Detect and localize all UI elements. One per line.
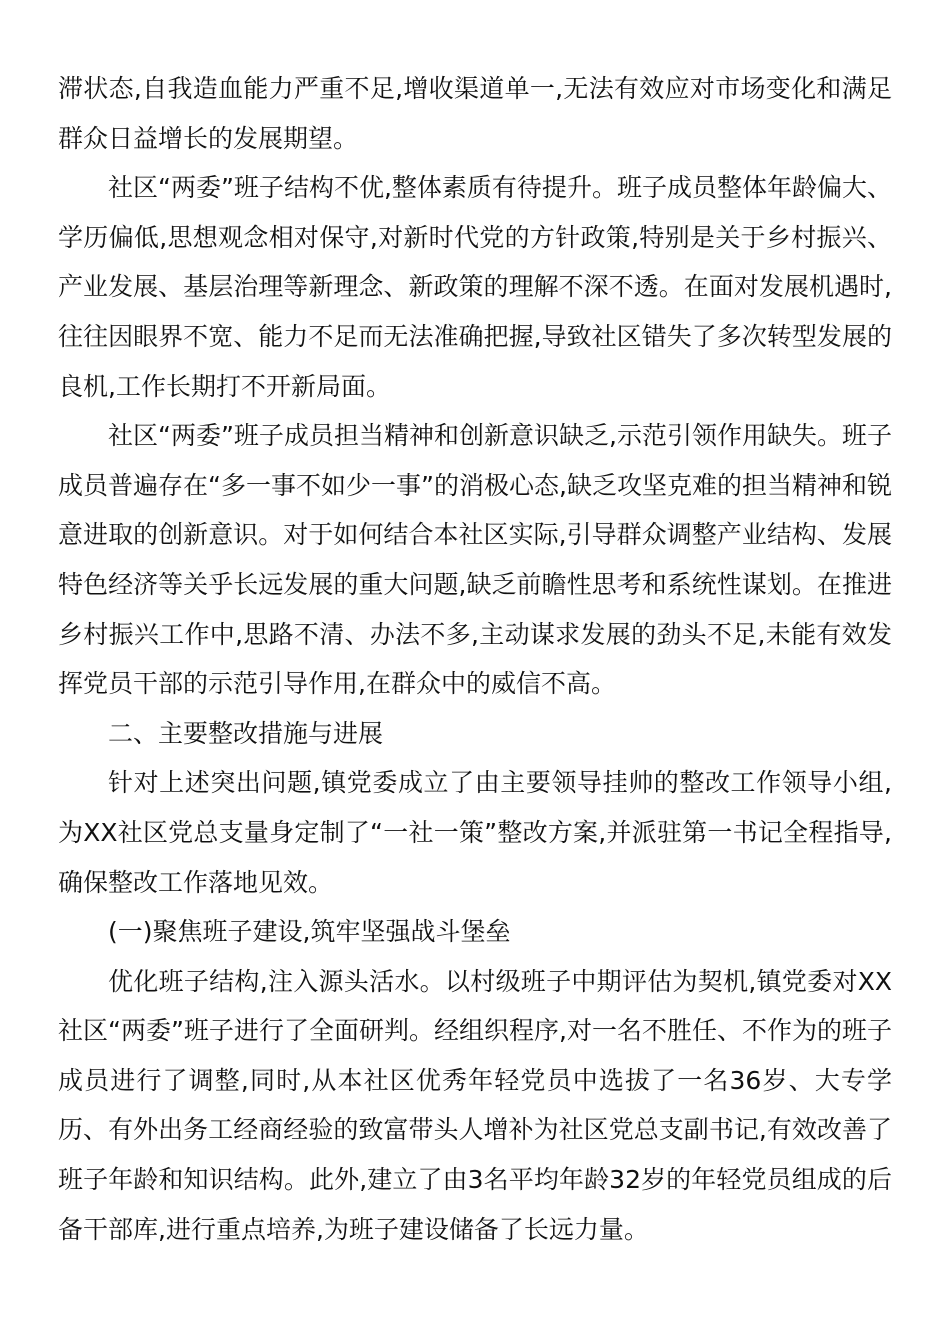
paragraph-rectification-intro: 针对上述突出问题,镇党委成立了由主要领导挂帅的整改工作领导小组,为XX社区党总支量身定制了“一社一策”整改方案,并派驻第一书记全程指导,确保整改工作落地见效。: [58, 768, 892, 897]
paragraph-team-structure: 社区“两委”班子结构不优,整体素质有待提升。班子成员整体年龄偏大、学历偏低,思想观念相对保守,对新时代党的方针政策,特别是关于乡村振兴、产业发展、基层治理等新理念、新政策的理解不深不透。在面对发展机遇时,往往因眼界不宽、能力不足而无法准确把握,导致社区错失了多次转型发展的良机,工作长期打不开新局面。: [58, 173, 892, 401]
paragraph-optimize-structure: 优化班子结构,注入源头活水。以村级班子中期评估为契机,镇党委对XX社区“两委”班子进行了全面研判。经组织程序,对一名不胜任、不作为的班子成员进行了调整,同时,从本社区优秀年轻党员中选拔了一名36岁、大专学历、有外出务工经商经验的致富带头人增补为社区党总支副书记,有效改善了班子年龄和知识结构。此外,建立了由3名平均年龄32岁的年轻党员组成的后备干部库,进行重点培养,为班子建设储备了长远力量。: [58, 966, 892, 1244]
paragraph-continuation: 滞状态,自我造血能力严重不足,增收渠道单一,无法有效应对市场变化和满足群众日益增长的发展期望。: [58, 74, 892, 153]
subsection-heading-team-building: (一)聚焦班子建设,筑牢坚强战斗堡垒: [108, 917, 511, 947]
document-page: [58, 64, 892, 1254]
paragraph-team-spirit: 社区“两委”班子成员担当精神和创新意识缺乏,示范引领作用缺失。班子成员普遍存在“多一事不如少一事”的消极心态,缺乏攻坚克难的担当精神和锐意进取的创新意识。对于如何结合本社区实际,引导群众调整产业结构、发展特色经济等关乎长远发展的重大问题,缺乏前瞻性思考和系统性谋划。在推进乡村振兴工作中,思路不清、办法不多,主动谋求发展的劲头不足,未能有效发挥党员干部的示范引导作用,在群众中的威信不高。: [58, 421, 892, 699]
section-heading-measures: 二、主要整改措施与进展: [108, 718, 384, 748]
